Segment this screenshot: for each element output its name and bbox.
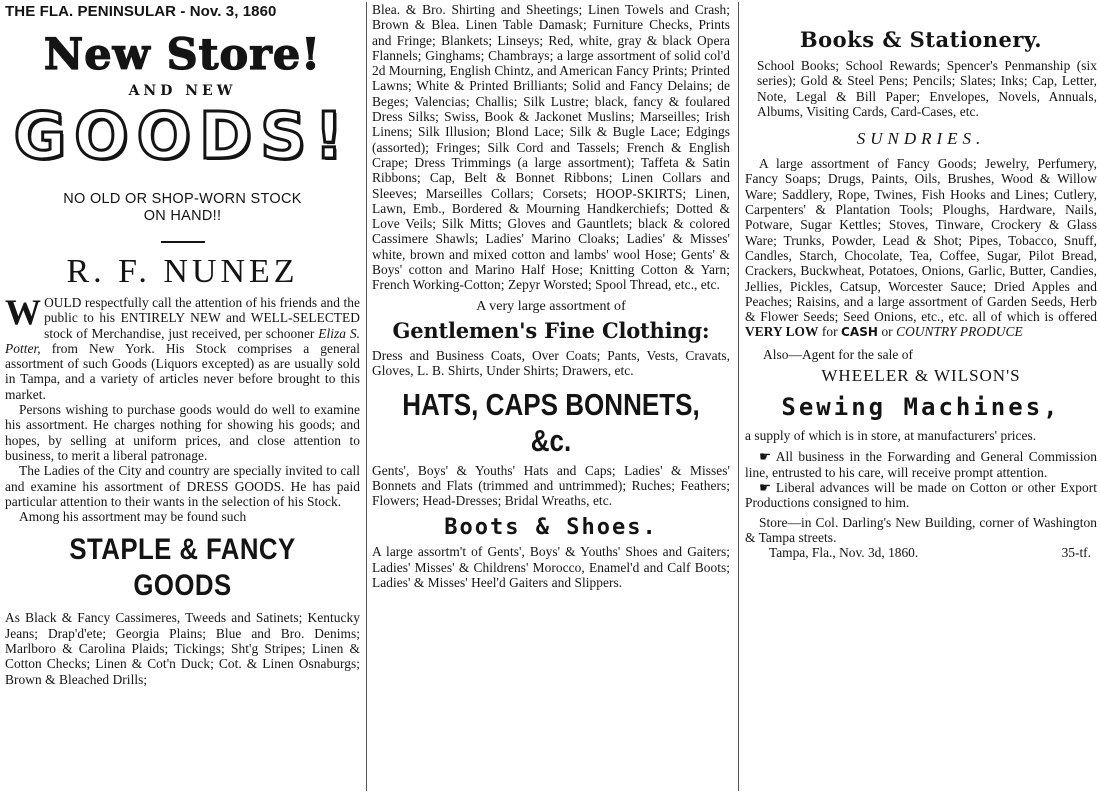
forwarding-paragraph (745, 449, 1097, 480)
drop-cap: W (5, 292, 42, 332)
sundries-heading: SUNDRIES. (856, 129, 986, 149)
dry-goods-list: Blea. & Bro. Shirting and Sheetings; Linen Towels and Crash; Brown & Blea. Linen Table Damask; Furniture Checks, Prints and Fringe; Blankets; Linseys; Red, white, gray & black Opera Flannels; Ginghams; Chambrays; a large assortment of solid col'd 2d Mourning, English Chintz, and American Fancy Prints; Printed Lawns; White & Printed Brilliants; Solid and Fancy Delains; de Beges; Valencias; Challis; Silk Lustre; black, fancy & foulared Dress Silks; Swiss, Book & Jackonet Muslins; Marseilles; Irish Linens; Silk Illusion; Blond Lace; Silk & Bugle Lace; Edgings (assorted); Fringes; Silk Cord and Tassels; French & English Crape; Dress Trimmings (a large assortment); Taffeta & Satin Ribbons; Cap, Belt & Bonnet Ribbons; Linen Collars and Sleeves; Marseilles Collars; Corsets; HOOP-SKIRTS; Linen, Lawn, Emb., Bordered & Mourning Handkerchiefs; Dotted & Love Veils; Silk Mitts; Gloves and Gauntlets; black & colored Cassimere Shawls; Ladies' Marino Cloaks; Ladies' & Misses' white, brown and mixed cotton and lambs' wool Hose; Gents' & Boys' cotton and Marino Half Hose; Knitting Cotton & Yarn; French Working-Cotton; Zepyr Worsted; Spool Thread, etc., etc. (372, 2, 730, 293)
column-right (745, 0, 1097, 793)
liberal-text: Liberal advances will be made on Cotton or other Export Productions consigned to him. (745, 479, 1097, 511)
dateline (745, 545, 1097, 561)
headline-new-store: New Store! (43, 30, 322, 80)
sewing-machines-heading: Sewing Machines, (781, 393, 1061, 422)
sundries-text: A large assortment of Fancy Goods; Jewelry, Perfumery, Fancy Soaps; Drugs, Paints, Oils, Brushes, Wood & Willow Ware; Saddlery, Rope, Twines, Fish Hooks and Lines; Cutlery, Carpenters' & Plantation Tools; Ploughs, Hardware, Nails, Potware, Sugar Kettles; Stoves, Tinware, Crockery & Glass Ware; Trunks, Powder, Lead & Shot; Pipes, Tobacco, Snuff, Candles, Starch, Chocolate, Tea, Coffee, Sugar, Pilot Bread, Crackers, Buckwheat, Potatoes, Onions, Garlic, Butter, Candies, Jellies, Pickles, Catsup, Worcester Sauce; Dried Apples and Peaches; Raisins, and a large assortment of Garden Seeds, Herb & Flower Seeds; Seed Onions, etc., etc. all of which is offered (745, 156, 1097, 325)
forwarding-text: All business in the Forwarding and General Commission line, entrusted to his care, will receive prompt attention. (745, 449, 1097, 480)
pointing-hand-icon: ☛ (759, 449, 776, 465)
staple-fancy-goods-heading: STAPLE & FANCY GOODS (69, 533, 296, 603)
column-rule-right (738, 2, 739, 791)
cash-text: CASH (841, 325, 879, 340)
no-old-line-2: ON HAND!! (143, 208, 222, 224)
or-text: or (881, 324, 893, 340)
store-location: Store—in Col. Darling's New Building, corner of Washington & Tampa streets. (745, 514, 1097, 545)
among-line: Among his assortment may be found such (19, 509, 247, 525)
merchant-name: R. F. NUNEZ (66, 253, 299, 290)
boots-shoes-list: A large assortm't of Gents', Boys' & Youths' Shoes and Gaiters; Ladies' Misses' & Childrens' Morocco, Enamel'd and Calf Boots; Ladies' & Misses' Heel'd Gaiters and Slippers. (372, 544, 730, 591)
sundries-list (745, 156, 1097, 341)
dateline-text: Tampa, Fla., Nov. 3d, 1860. (769, 545, 919, 561)
supply-line: a supply of which is in store, at manufacturers' prices. (745, 428, 1037, 444)
pointing-hand-icon: ☛ (759, 479, 776, 495)
very-large-assortment: A very large assortment of (476, 298, 626, 314)
issue-code: 35-tf. (1061, 545, 1091, 561)
purchase-paragraph: Persons wishing to purchase goods would do well to examine his assortment. He charges nothing for showing his goods; and hopes, by selling at uniform prices, and close attention to business, to merit a liberal patronage. (5, 402, 360, 463)
agent-line: Also—Agent for the sale of (763, 346, 914, 362)
masthead: THE FLA. PENINSULAR - Nov. 3, 1860 (5, 3, 277, 20)
gentlemens-clothing-heading: Gentlemen's Fine Clothing: (392, 317, 710, 343)
intro-text-post: from New York. His Stock comprises a general assortment of such Goods (Liquors excepted) as are usually sold in Tampa, and a variety of articles never before brought to this market. (5, 340, 360, 402)
intro-paragraph (5, 292, 360, 402)
intro-text-pre: OULD respectfully call the attention of his friends and the public to his ENTIRELY NEW and WELL-SELECTED stock of Merchandise, just received, per schooner (44, 295, 360, 341)
wheeler-wilson-heading: WHEELER & WILSON'S (821, 366, 1021, 386)
staple-goods-list: As Black & Fancy Cassimeres, Tweeds and Satinets; Kentucky Jeans; Drap'd'ete; Georgia Plains; Blue and Bro. Denims; Marlboro & Carolina Plaids; Tickings; Sht'g Stripes; Linen & Cotton Checks; Linen & Cot'n Duck; Cot. & Linen Osnaburgs; Brown & Bleached Drills; (5, 610, 360, 687)
headline-goods: GOODS! (13, 100, 352, 174)
books-stationery-list: School Books; School Rewards; Spencer's Penmanship (six series); Gold & Steel Pens; Pencils; Slates; Inks; Cap, Letter, Note, Legal & Bill Paper; Envelopes, Novels, Annuals, Albums, Visiting Cards, Card-Cases, etc. (757, 58, 1097, 119)
headline-and-new: AND NEW (128, 83, 237, 99)
schooner-name: Eliza S. Potter, (5, 325, 360, 356)
no-old-stock-notice (5, 191, 360, 225)
hats-caps-list: Gents', Boys' & Youths' Hats and Caps; Ladies' & Misses' Bonnets and Flats (trimmed and untrimmed); Ruches; Feathers; Flowers; Head-Dresses; Bridal Wreaths, etc. (372, 462, 730, 509)
books-stationery-heading: Books & Stationery. (799, 27, 1043, 52)
no-old-line-1: NO OLD OR SHOP-WORN STOCK (63, 191, 302, 207)
boots-shoes-heading: Boots & Shoes. (444, 515, 658, 541)
for-text: for (821, 324, 838, 340)
liberal-paragraph (745, 480, 1097, 511)
column-middle (372, 0, 730, 793)
column-left (5, 0, 360, 793)
gentlemens-clothing-list: Dress and Business Coats, Over Coats; Pants, Vests, Cravats, Gloves, L. B. Shirts, Under Shirts; Drawers, etc. (372, 347, 730, 379)
hats-caps-heading: HATS, CAPS BONNETS, &c. (402, 386, 700, 458)
divider (161, 241, 205, 243)
ladies-paragraph: The Ladies of the City and country are specially invited to call and examine his assortment of DRESS GOODS. He has paid particular attention to their wants in the selection of his Stock. (5, 463, 360, 509)
country-produce-text: COUNTRY PRODUCE (896, 324, 1023, 340)
very-low-text: VERY LOW (745, 324, 819, 340)
column-rule-left (366, 2, 367, 791)
